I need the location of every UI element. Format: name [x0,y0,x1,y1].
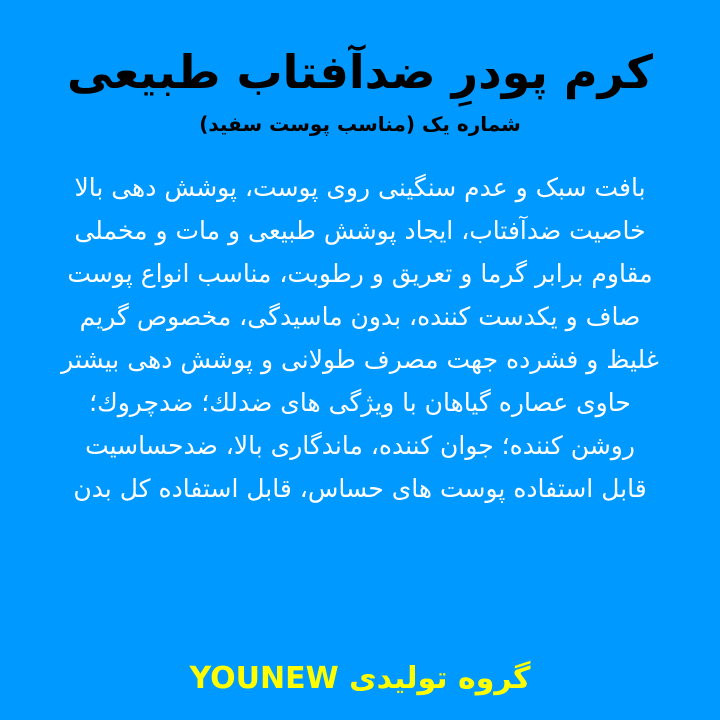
footer-block [0,661,720,696]
description-block [15,166,705,510]
description-line: مقاوم برابر گرما و تعریق و رطوبت، مناسب انواع پوست [67,258,653,288]
description-line: حاوی عصاره گیاهان با ویژگی های ضدلك؛ ضدچروك؛ [89,387,631,417]
description-line: خاصیت ضدآفتاب، ایجاد پوشش طبیعی و مات و مخملی [74,215,646,245]
description-line: غلیظ و فشرده جهت مصرف طولانی و پوشش دهی بیشتر [61,344,659,374]
description-line: بافت سبک و عدم سنگینی روی پوست، پوشش دهی بالا [74,172,646,202]
description-line: صاف و یکدست کننده، بدون ماسیدگی، مخصوص گریم [79,301,641,331]
brand-name: گروه تولیدی YOUNEW [189,661,531,696]
page-subtitle: شماره یک (مناسب پوست سفید) [199,111,521,136]
description-line: قابل استفاده پوست های حساس، قابل استفاده کل بدن [73,473,647,503]
title-block [0,44,720,136]
page-title: کرم پودرِ ضدآفتاب طبیعی [67,45,653,99]
description-line: روشن کننده؛ جوان کننده، ماندگاری بالا، ضدحساسیت [85,430,635,460]
